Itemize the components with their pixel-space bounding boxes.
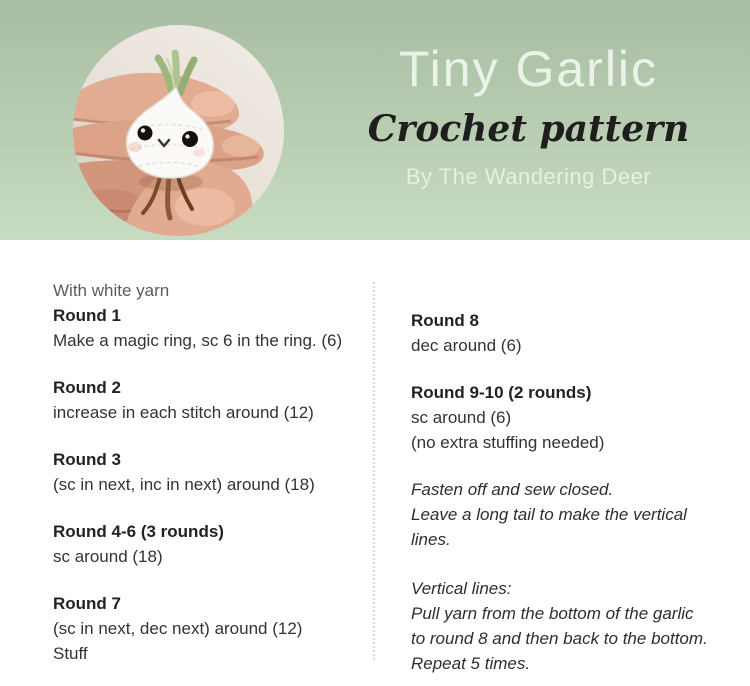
round-label: Round 7: [53, 594, 121, 613]
round-label: Round 2: [53, 378, 121, 397]
page-subtitle: Crochet pattern: [367, 108, 690, 150]
garlic-photo-illustration: [73, 25, 284, 236]
round-label: Round 3: [53, 450, 121, 469]
round-block-3: [53, 447, 373, 497]
round-block-8: [411, 308, 750, 358]
round-block-2: [53, 375, 373, 425]
round-label: Round 9-10 (2 rounds): [411, 383, 592, 402]
round-label: Round 8: [411, 311, 479, 330]
finishing-note: [411, 477, 750, 552]
round-instruction: (sc in next, dec next) around (12): [53, 619, 303, 638]
round-label: Round 1: [53, 306, 121, 325]
hero-text-block: [315, 0, 742, 240]
round-block-9-10: [411, 380, 750, 455]
garlic-photo: [73, 25, 284, 236]
round-block-7: [53, 591, 373, 666]
round-instruction: (no extra stuffing needed): [411, 433, 605, 452]
round-instruction: sc around (6): [411, 408, 512, 427]
note-line: Fasten off and sew closed.: [411, 480, 614, 499]
round-instruction: (sc in next, inc in next) around (18): [53, 475, 315, 494]
round-instruction: Stuff: [53, 644, 88, 663]
pattern-column-left: [53, 278, 373, 666]
page-title: Tiny Garlic: [398, 41, 659, 97]
note-line: Pull yarn from the bottom of the garlic: [411, 604, 694, 623]
note-line: Vertical lines:: [411, 579, 512, 598]
round-instruction: increase in each stitch around (12): [53, 403, 314, 422]
pattern-body: [0, 240, 750, 686]
note-line: Repeat 5 times.: [411, 654, 531, 673]
note-line: lines.: [411, 530, 451, 549]
round-instruction: Make a magic ring, sc 6 in the ring. (6): [53, 331, 343, 350]
round-block-4-6: [53, 519, 373, 569]
pattern-column-right: [375, 278, 750, 676]
header-banner: [0, 0, 750, 240]
round-instruction: dec around (6): [411, 336, 522, 355]
note-line: Leave a long tail to make the vertical: [411, 505, 687, 524]
round-label: Round 4-6 (3 rounds): [53, 522, 224, 541]
round-instruction: sc around (18): [53, 547, 163, 566]
round-block-1: [53, 303, 373, 353]
byline: By The Wandering Deer: [405, 164, 652, 189]
yarn-note: With white yarn: [53, 281, 170, 300]
vertical-lines-note: [411, 576, 750, 676]
note-line: to round 8 and then back to the bottom.: [411, 629, 708, 648]
